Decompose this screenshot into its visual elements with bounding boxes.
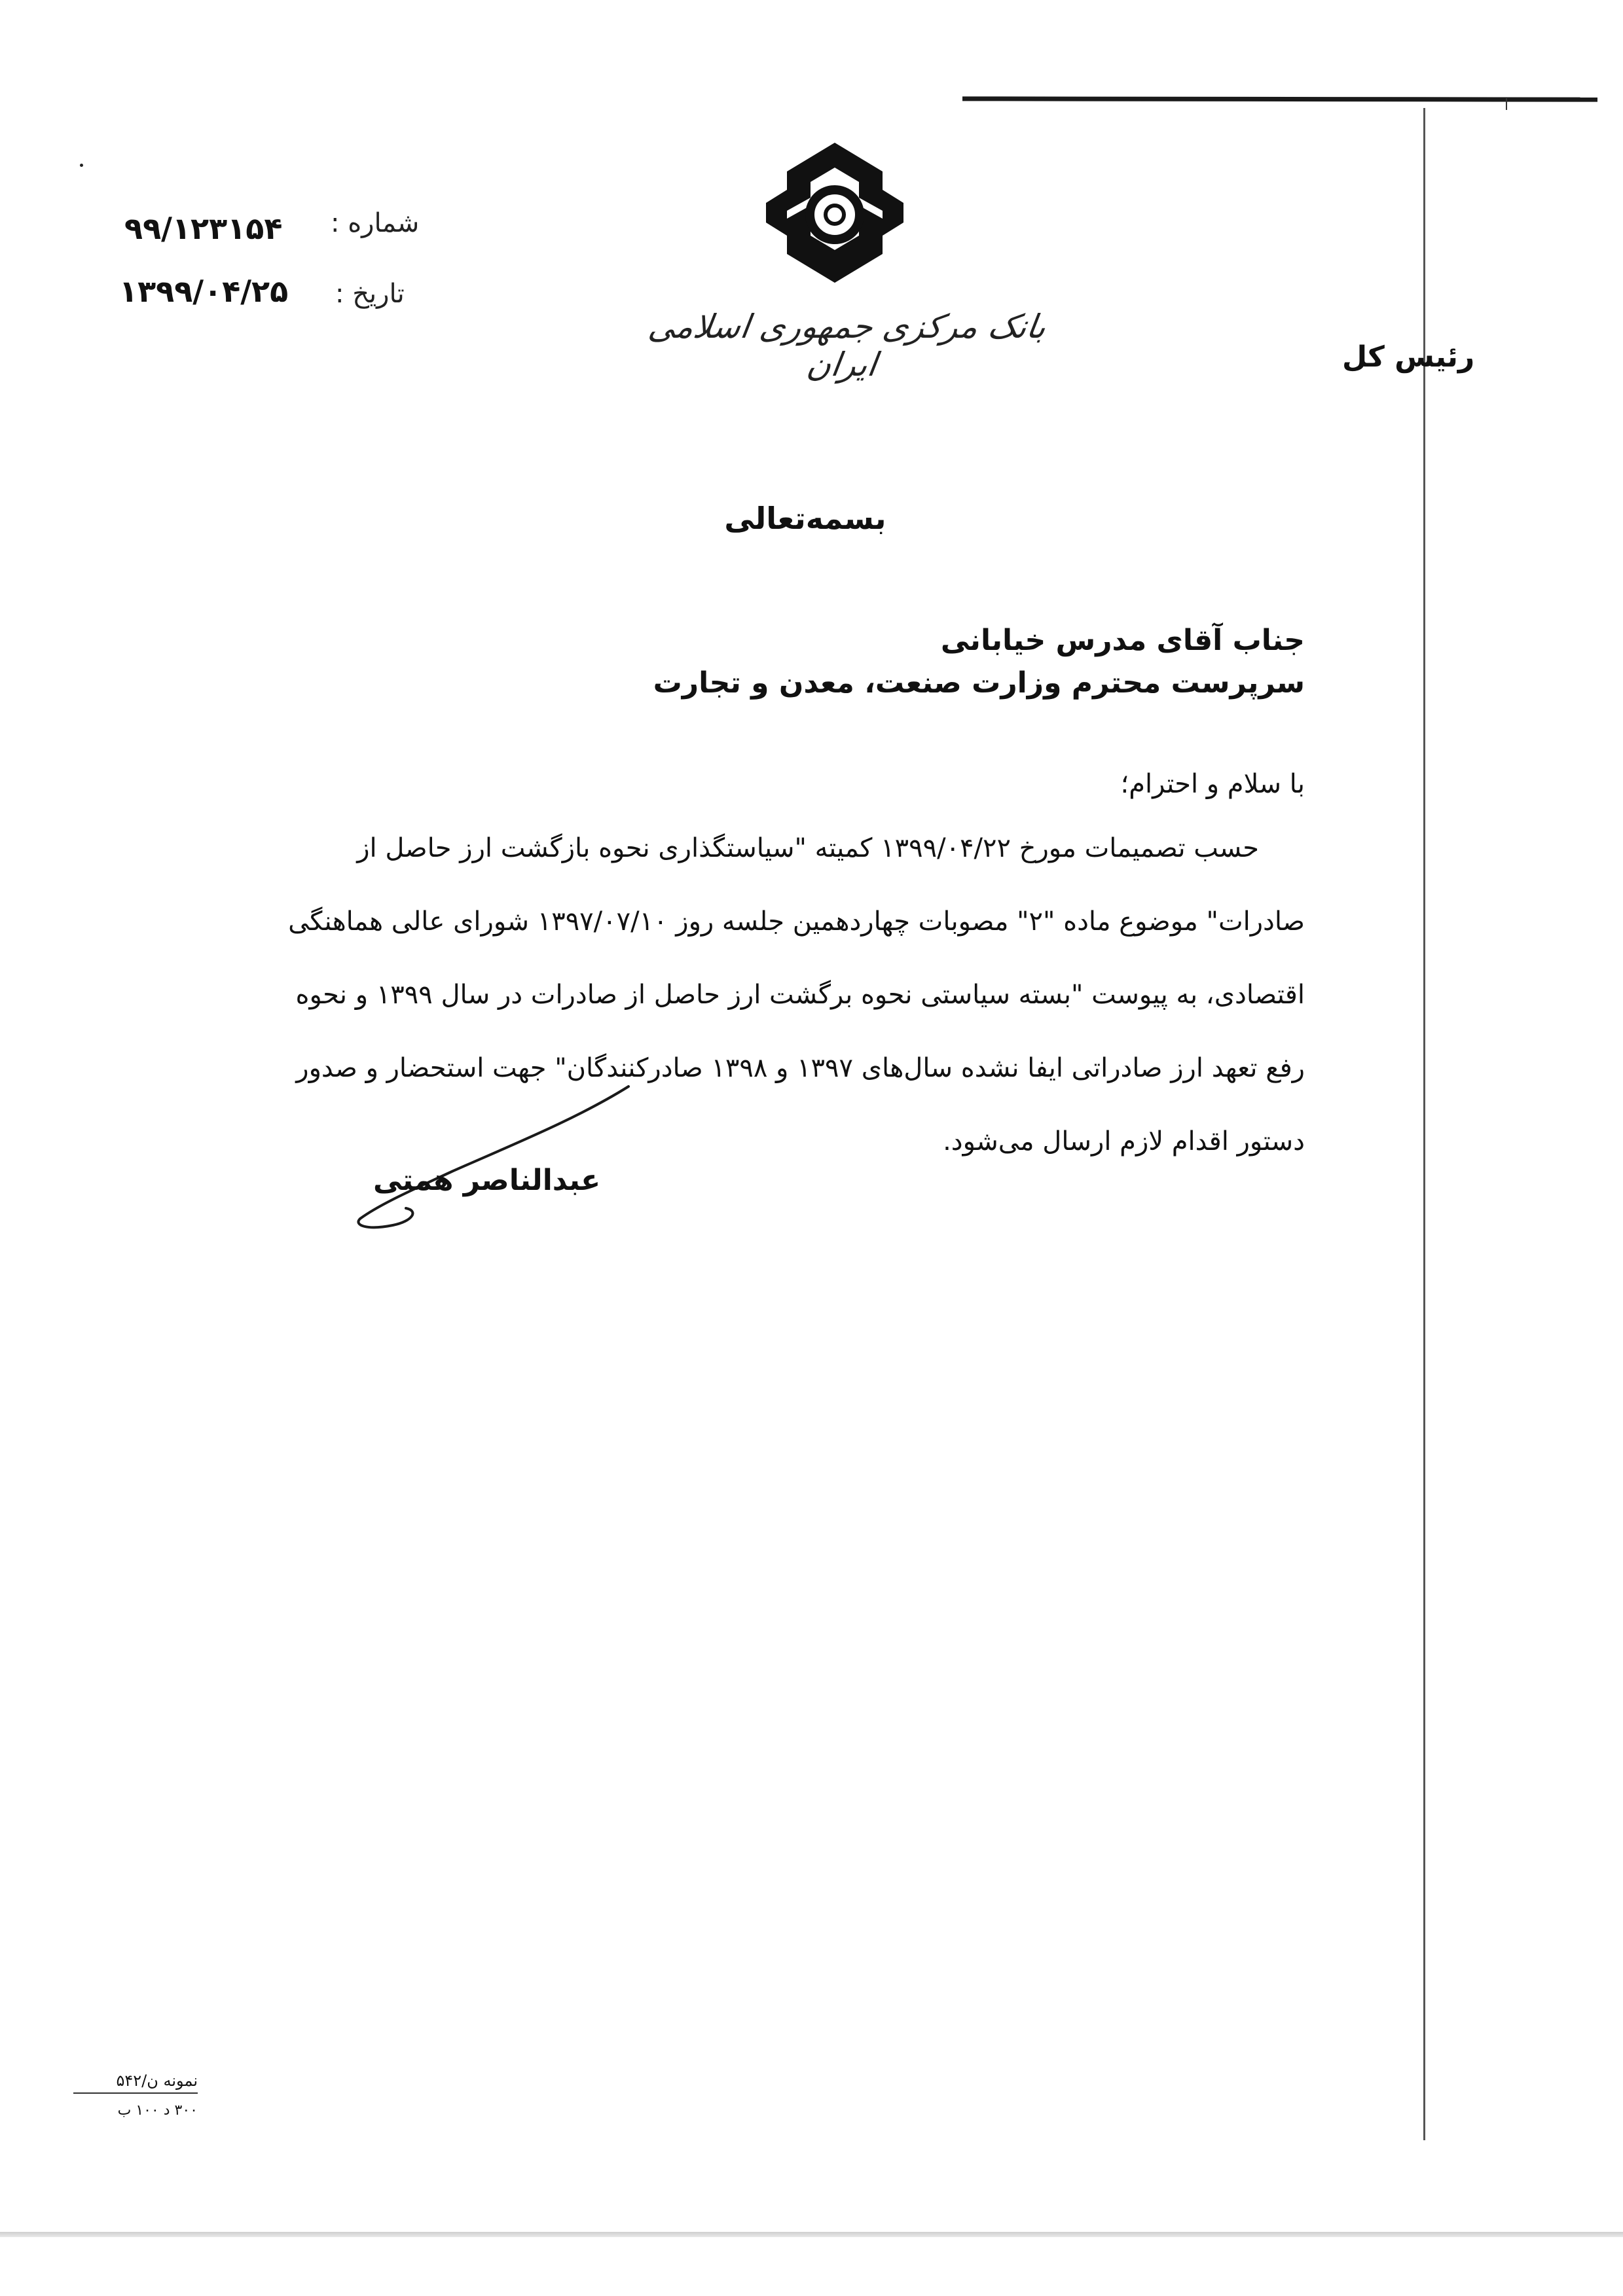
form-quantity: ۳۰۰ د ۱۰۰ ب (117, 2102, 198, 2119)
greeting: با سلام و احترام؛ (1120, 769, 1305, 799)
office-title: رئیس کل (1342, 340, 1475, 374)
body-line: صادرات" موضوع ماده "۲" مصوبات چهاردهمین جلسه روز ۱۳۹۷/۰۷/۱۰ شورای عالی هماهنگی (288, 906, 1305, 937)
scan-bottom-edge (0, 2232, 1623, 2237)
recipient-title: سرپرست محترم وزارت صنعت، معدن و تجارت (653, 666, 1305, 700)
date-label: تاریخ : (335, 279, 405, 309)
margin-rule (1423, 108, 1425, 2140)
body-line: حسب تصمیمات مورخ ۱۳۹۹/۰۴/۲۲ کمیته "سیاستگذاری نحوه بازگشت ارز حاصل از (357, 833, 1259, 863)
invocation: بسمه‌تعالی (724, 501, 886, 536)
form-number: نمونه ن/۵۴۲ (73, 2072, 198, 2094)
letter-date: ۱۳۹۹/۰۴/۲۵ (119, 274, 289, 309)
handwritten-signature (340, 1073, 642, 1244)
body-line: دستور اقدام لازم ارسال می‌شود. (943, 1126, 1305, 1157)
letter-number: ۹۹/۱۲۳۱۵۴ (124, 211, 283, 246)
top-border-tick (1506, 98, 1507, 110)
scan-speck (80, 164, 83, 167)
body-line: اقتصادی، به پیوست "بسته سیاستی نحوه برگشت ارز حاصل از صادرات در سال ۱۳۹۹ و نحوه (295, 980, 1305, 1010)
bank-name-logotype: بانک مرکزی جمهوری اسلامی ایران (646, 308, 1049, 384)
number-label: شماره : (331, 208, 420, 238)
body-line: رفع تعهد ارز صادراتی ایفا نشده سال‌های ۱۳۹۷ و ۱۳۹۸ صادرکنندگان" جهت استحضار و صدور (296, 1053, 1305, 1083)
central-bank-emblem-icon (753, 137, 917, 288)
recipient-name: جناب آقای مدرس خیابانی (940, 624, 1305, 657)
top-border-line (962, 96, 1597, 101)
signatory-name: عبدالناصر همتی (373, 1164, 601, 1197)
